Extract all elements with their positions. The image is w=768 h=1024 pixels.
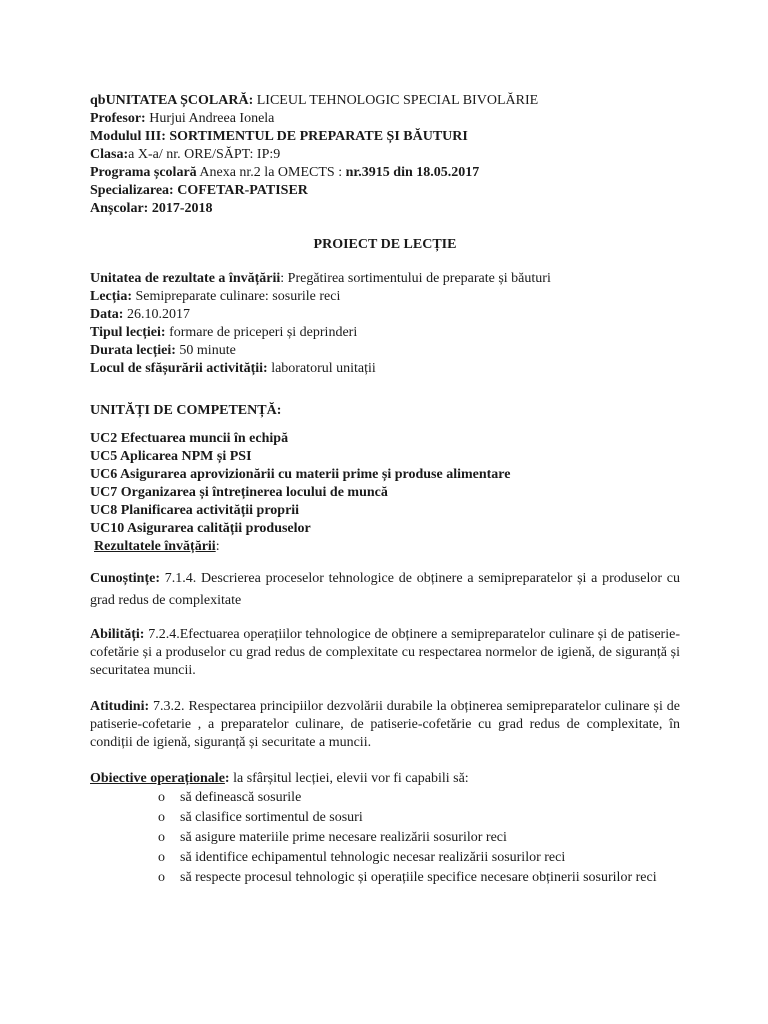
- knowledge-paragraph: [90, 568, 680, 612]
- objectives-intro: la sfârșitul lecției, elevii vor fi capabili să:: [229, 771, 469, 786]
- list-item: [158, 868, 680, 888]
- place-label: Locul de sfășurării activității:: [90, 361, 268, 376]
- lesson-type-value: formare de priceperi și deprinderi: [165, 325, 358, 340]
- attitudes-paragraph: [90, 698, 680, 752]
- competence-item: UC6 Asigurarea aprovizionării cu materii prime și produse alimentare: [90, 467, 511, 482]
- unit-value: : Pregătirea sortimentului de preparate și băuturi: [280, 271, 551, 286]
- lesson-value: Semipreparate culinare: sosurile reci: [131, 289, 341, 304]
- skills-text: 7.2.4.Efectuarea operațiilor tehnologice de obținere a semipreparatelor culinare și de patiserie-cofetărie și a produselor cu grad redus de complexitate cu respectarea normelor de igienă, de siguranță și securitatea muncii.: [90, 627, 680, 678]
- objectives-line: Obiective operaționale: la sfârșitul lecției, elevii vor fi capabili să:: [90, 771, 469, 786]
- objective-text: să asigure materiile prime necesare realizării sosurilor reci: [180, 830, 507, 845]
- objective-text: să clasifice sortimentul de sosuri: [180, 810, 363, 825]
- class-label: Clasa:: [90, 147, 129, 162]
- lesson-line: [90, 288, 680, 306]
- attitudes-text: 7.3.2. Respectarea principiilor dezvolării durabile la obținerea semipreparatelor culinare și de patiserie-cofetarie , a preparatelor culinare, de patiserie-cofetărie cu grad redus de complexitate, în condiții de igienă, siguranță și securitate a muncii.: [90, 699, 680, 750]
- date-label: Data:: [90, 307, 124, 322]
- circle-bullet-icon: o: [158, 850, 165, 865]
- objective-text: să definească sosurile: [180, 790, 302, 805]
- school-line: [90, 92, 680, 110]
- attitudes-label: Atitudini:: [90, 699, 150, 714]
- duration-line: [90, 342, 680, 360]
- date-line: [90, 306, 680, 324]
- school-value: LICEUL TEHNOLOGIC SPECIAL BIVOLĂRIE: [253, 93, 539, 108]
- module-value: : SORTIMENTUL DE PREPARATE ȘI BĂUTURI: [161, 129, 468, 144]
- class-line: [90, 146, 680, 164]
- duration-label: Durata lecției:: [90, 343, 176, 358]
- circle-bullet-icon: o: [158, 790, 165, 805]
- competence-item: UC2 Efectuarea muncii în echipă: [90, 431, 289, 446]
- teacher-value: Hurjui Andreea Ionela: [145, 111, 275, 126]
- class-value: a X-a/ nr. ORE/SĂPT: IP:9: [128, 147, 281, 162]
- results-line: [90, 538, 680, 556]
- knowledge-text: 7.1.4. Descrierea proceselor tehnologice de obținere a semipreparatelor și a produselor cu grad redus de complexitate: [90, 571, 680, 608]
- competences-heading-text: UNITĂȚI DE COMPETENȚĂ:: [90, 403, 282, 418]
- school-label: qbUNITATEA ȘCOLARĂ:: [90, 93, 254, 108]
- specialization-line: [90, 182, 680, 200]
- skills-label: Abilități:: [90, 627, 145, 642]
- competence-item: UC5 Aplicarea NPM și PSI: [90, 449, 252, 464]
- program-label: Programa școlară: [90, 165, 197, 180]
- place-line: [90, 360, 680, 378]
- list-item: [158, 788, 680, 808]
- spacer: [90, 378, 680, 402]
- program-line: [90, 164, 680, 182]
- unit-label: Unitatea de rezultate a învățării: [90, 271, 281, 286]
- list-item: [158, 848, 680, 868]
- list-item: [158, 828, 680, 848]
- circle-bullet-icon: o: [158, 870, 165, 885]
- unit-line: [90, 270, 680, 288]
- program-order: nr.3915 din 18.05.2017: [342, 165, 480, 180]
- school-year-line: [90, 200, 680, 218]
- results-label: Rezultatele învățării: [94, 539, 216, 554]
- lesson-label: Lecția:: [90, 289, 132, 304]
- document-title: [90, 236, 680, 254]
- objective-text: să identifice echipamentul tehnologic necesar realizării sosurilor reci: [180, 850, 566, 865]
- date-value: 26.10.2017: [123, 307, 190, 322]
- module-label: Modulul III: [90, 129, 162, 144]
- place-value: laboratorul unitații: [267, 361, 376, 376]
- skills-paragraph: [90, 626, 680, 680]
- competence-item: UC7 Organizarea și întreținerea locului de muncă: [90, 485, 388, 500]
- competence-item: UC8 Planificarea activității proprii: [90, 503, 300, 518]
- lesson-type-label: Tipul lecției:: [90, 325, 166, 340]
- knowledge-label: Cunoștințe:: [90, 571, 161, 586]
- objective-text: să respecte procesul tehnologic și operațiile specifice necesare obținerii sosurilor reci: [180, 870, 657, 885]
- document-page: [90, 92, 680, 888]
- module-line: [90, 128, 680, 146]
- document-title-text: PROIECT DE LECȚIE: [313, 237, 457, 252]
- results-colon: :: [215, 539, 220, 554]
- teacher-line: [90, 110, 680, 128]
- program-value: Anexa nr.2 la OMECTS :: [196, 165, 343, 180]
- objectives-list: [90, 788, 680, 888]
- list-item: [158, 808, 680, 828]
- circle-bullet-icon: o: [158, 830, 165, 845]
- objectives-label: Obiective operaționale: [90, 771, 225, 786]
- lesson-type-line: [90, 324, 680, 342]
- specialization-label: Specializarea: COFETAR-PATISER: [90, 183, 308, 198]
- circle-bullet-icon: o: [158, 810, 165, 825]
- teacher-label: Profesor:: [90, 111, 146, 126]
- school-year-label: Anșcolar: 2017-2018: [90, 201, 213, 216]
- competence-item: UC10 Asigurarea calității produselor: [90, 521, 311, 536]
- duration-value: 50 minute: [175, 343, 236, 358]
- competences-heading: [90, 402, 680, 420]
